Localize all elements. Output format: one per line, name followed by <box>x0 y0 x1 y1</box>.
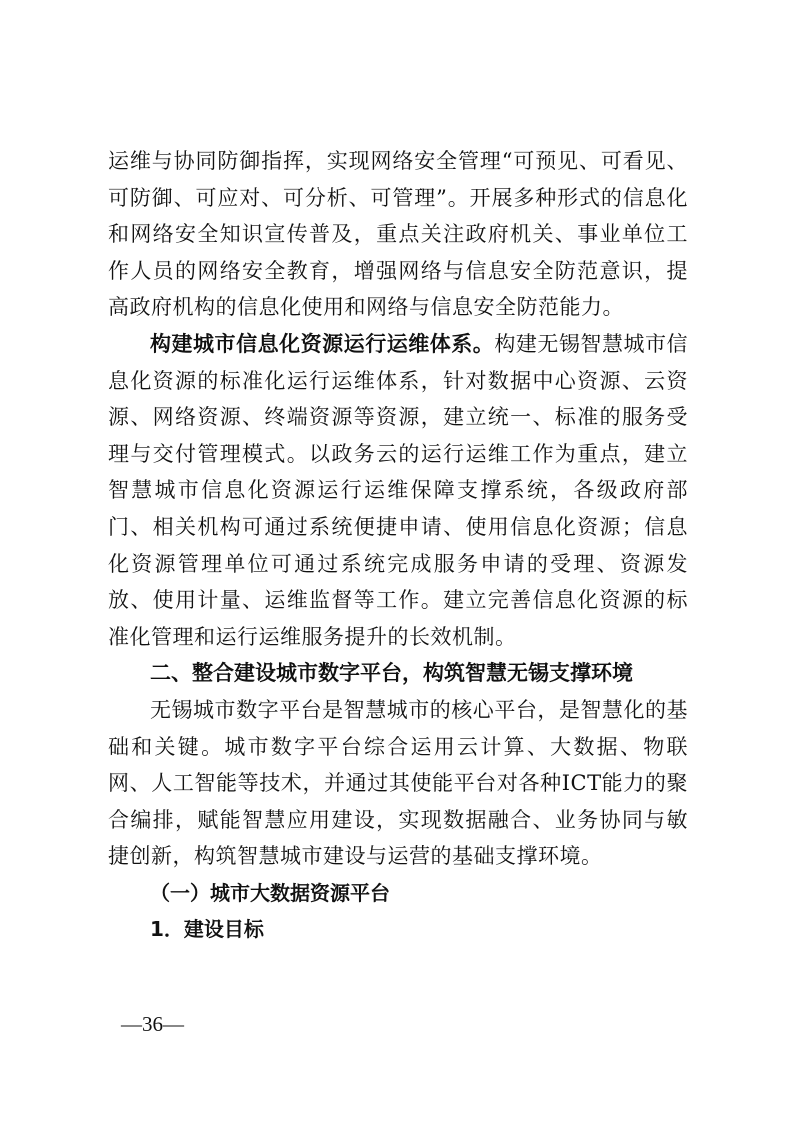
document-body <box>108 143 688 948</box>
subsection-heading: （一）城市大数据资源平台 <box>150 880 390 905</box>
paragraph-lead: 构建城市信息化资源运行运维体系。 <box>150 330 495 356</box>
paragraph-body: 构建无锡智慧城市信息化资源的标准化运行运维体系，针对数据中心资源、云资源、网络资源、终端资源等资源，建立统一、标准的服务受理与交付管理模式。以政务云的运行运维工作为重点，建立智慧城市信息化资源运行运维保障支撑系统，各级政府部门、相关机构可通过系统便捷申请、使用信息化资源；信息化资源管理单位可通过系统完成服务申请的受理、资源发放、使用计量、运维监督等工作。建立完善信息化资源的标准化管理和运行运维服务提升的长效机制。 <box>108 331 689 649</box>
section-heading: 二、整合建设城市数字平台，构筑智慧无锡支撑环境 <box>150 661 633 686</box>
page-number: —36— <box>121 1012 184 1036</box>
paragraph-digital-platform: 无锡城市数字平台是智慧城市的核心平台，是智慧化的基础和关键。城市数字平台综合运用云计算、大数据、物联网、人工智能等技术，并通过其使能平台对各种ICT能力的聚合编排，赋能智慧应用建设，实现数据融合、业务协同与敏捷创新，构筑智慧城市建设与运营的基础支撑环境。 <box>108 697 688 869</box>
paragraph-network-security: 运维与协同防御指挥，实现网络安全管理“可预见、可看见、可防御、可应对、可分析、可管理”。开展多种形式的信息化和网络安全知识宣传普及，重点关注政府机关、事业单位工作人员的网络安全教育，增强网络与信息安全防范意识，提高政府机构的信息化使用和网络与信息安全防范能力。 <box>108 149 688 320</box>
paragraph-ops-system <box>108 326 688 655</box>
item-heading: 1．建设目标 <box>150 917 264 942</box>
